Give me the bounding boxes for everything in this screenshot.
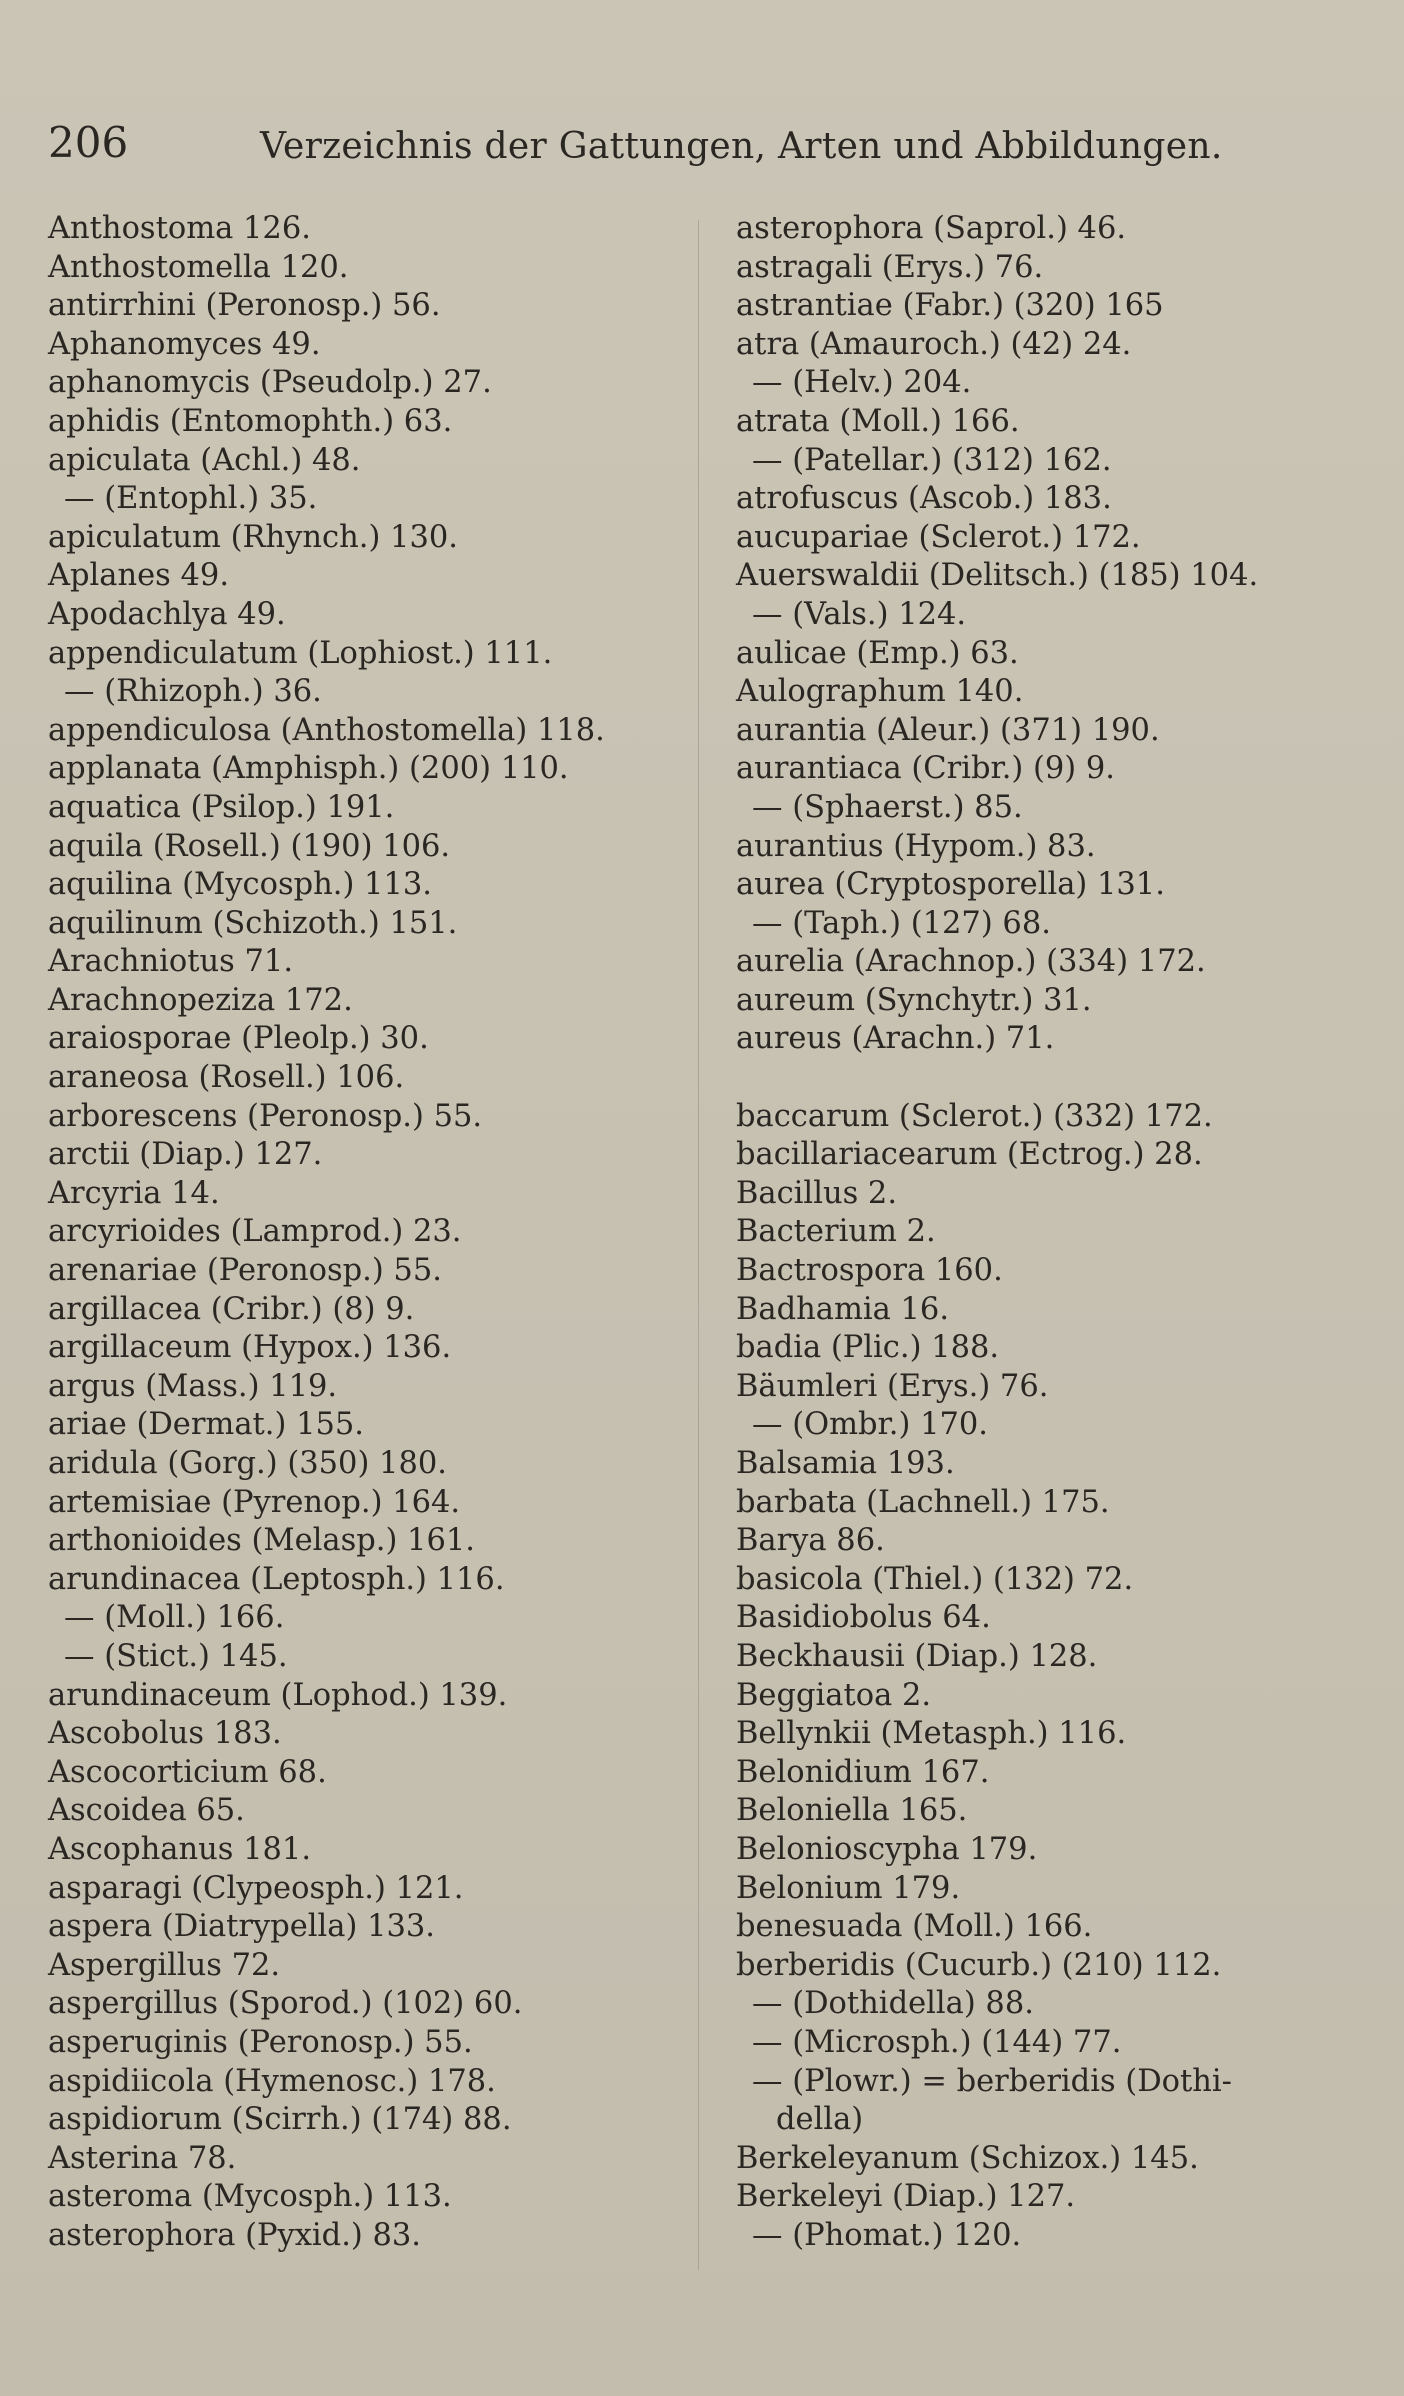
- index-entry: Ascoidea 65.: [48, 1793, 245, 1829]
- letter-section-gap: [736, 1059, 1396, 1098]
- index-entry: appendiculatum (Lophiost.) 111.: [48, 635, 553, 671]
- index-entry: Apodachlya 49.: [48, 596, 286, 632]
- index-entry: aquatica (Psilop.) 191.: [48, 789, 395, 825]
- index-entry: della): [776, 2102, 864, 2138]
- index-entry: aspidiorum (Scirrh.) (174) 88.: [48, 2102, 512, 2138]
- index-entry: aurea (Cryptosporella) 131.: [736, 867, 1165, 903]
- index-entry: astragali (Erys.) 76.: [736, 249, 1044, 285]
- index-entry: antirrhini (Peronosp.) 56.: [48, 288, 441, 324]
- index-entry: aureus (Arachn.) 71.: [736, 1021, 1055, 1057]
- index-entry: asperuginis (Peronosp.) 55.: [48, 2024, 473, 2060]
- index-entry: aphanomycis (Pseudolp.) 27.: [48, 365, 492, 401]
- index-entry: aurantius (Hypom.) 83.: [736, 828, 1096, 864]
- index-entry: basicola (Thiel.) (132) 72.: [736, 1561, 1134, 1597]
- index-entry: — (Vals.) 124.: [752, 596, 967, 632]
- index-entry: Aspergillus 72.: [48, 1947, 281, 1983]
- index-entry: artemisiae (Pyrenop.) 164.: [48, 1484, 461, 1520]
- index-entry: Beckhausii (Diap.) 128.: [736, 1638, 1098, 1674]
- index-entry: Belonidium 167.: [736, 1754, 990, 1790]
- index-entry: aphidis (Entomophth.) 63.: [48, 403, 453, 439]
- index-entry: apiculatum (Rhynch.) 130.: [48, 519, 458, 555]
- index-entry: asterophora (Saprol.) 46.: [736, 211, 1127, 246]
- index-entry: aspidiicola (Hymenosc.) 178.: [48, 2063, 496, 2099]
- index-entry: arenariae (Peronosp.) 55.: [48, 1253, 442, 1289]
- index-entry: Balsamia 193.: [736, 1446, 955, 1481]
- index-entry: aucupariae (Sclerot.) 172.: [736, 519, 1141, 555]
- index-entry: argillaceum (Hypox.) 136.: [48, 1330, 452, 1366]
- index-entry: — (Rhizoph.) 36.: [64, 674, 322, 710]
- index-entry: Anthostomella 120.: [48, 249, 349, 285]
- index-entry: arborescens (Peronosp.) 55.: [48, 1098, 483, 1134]
- column-divider: [698, 220, 699, 2270]
- index-entry: Bactrospora 160.: [736, 1253, 1003, 1289]
- index-entry: — (Moll.) 166.: [64, 1600, 285, 1636]
- index-entry: atrofuscus (Ascob.) 183.: [736, 481, 1112, 517]
- index-entry: argus (Mass.) 119.: [48, 1368, 338, 1404]
- index-entry: Beloniella 165.: [736, 1793, 968, 1829]
- index-entry: aureum (Synchytr.) 31.: [736, 982, 1092, 1018]
- running-title: Verzeichnis der Gattungen, Arten und Abbildungen.: [260, 126, 1223, 167]
- index-column-left: [48, 210, 708, 2255]
- index-entry: arthonioides (Melasp.) 161.: [48, 1523, 475, 1559]
- page-header: [48, 118, 1344, 168]
- index-entry: Asterina 78.: [48, 2140, 237, 2176]
- index-entry: — (Patellar.) (312) 162.: [752, 442, 1112, 478]
- index-entry: — (Plowr.) = berberidis (Dothi-: [752, 2063, 1232, 2099]
- index-entry: aquila (Rosell.) (190) 106.: [48, 828, 451, 864]
- index-entry: barbata (Lachnell.) 175.: [736, 1484, 1110, 1520]
- index-entry: arundinaceum (Lophod.) 139.: [48, 1677, 508, 1713]
- index-entry: appendiculosa (Anthostomella) 118.: [48, 712, 605, 748]
- index-entry: Bacterium 2.: [736, 1214, 936, 1250]
- index-entry: aridula (Gorg.) (350) 180.: [48, 1446, 447, 1481]
- index-entry: aspera (Diatrypella) 133.: [48, 1909, 435, 1945]
- index-entry: Badhamia 16.: [736, 1291, 950, 1327]
- index-entry: — (Microsph.) (144) 77.: [752, 2024, 1122, 2060]
- index-entry: asteroma (Mycosph.) 113.: [48, 2179, 452, 2215]
- index-entry: — (Dothidella) 88.: [752, 1986, 1034, 2022]
- index-entry: — (Sphaerst.) 85.: [752, 789, 1023, 825]
- index-entry: — (Phomat.) 120.: [752, 2217, 1022, 2253]
- index-entry: aurelia (Arachnop.) (334) 172.: [736, 944, 1206, 980]
- index-entry: Beggiatoa 2.: [736, 1677, 932, 1713]
- index-entry: atrata (Moll.) 166.: [736, 403, 1020, 439]
- index-entry: Aplanes 49.: [48, 558, 230, 594]
- index-entry: baccarum (Sclerot.) (332) 172.: [736, 1098, 1213, 1134]
- index-entry: Belonioscypha 179.: [736, 1831, 1038, 1867]
- index-entry: Berkeleyi (Diap.) 127.: [736, 2179, 1076, 2215]
- index-entry: bacillariacearum (Ectrog.) 28.: [736, 1137, 1203, 1173]
- index-entry: astrantiae (Fabr.) (320) 165: [736, 288, 1164, 324]
- index-entry: Ascophanus 181.: [48, 1831, 312, 1867]
- index-entry: Bacillus 2.: [736, 1175, 898, 1211]
- index-entry: araneosa (Rosell.) 106.: [48, 1060, 405, 1096]
- index-entry: argillacea (Cribr.) (8) 9.: [48, 1291, 415, 1327]
- index-entry: aulicae (Emp.) 63.: [736, 635, 1019, 671]
- index-entry: Anthostoma 126.: [48, 211, 311, 246]
- index-entry: — (Helv.) 204.: [752, 365, 972, 401]
- index-entry: Belonium 179.: [736, 1870, 961, 1906]
- index-entry: Aulographum 140.: [736, 674, 1024, 710]
- index-entry: — (Taph.) (127) 68.: [752, 905, 1051, 941]
- index-entry: asterophora (Pyxid.) 83.: [48, 2217, 421, 2253]
- index-entry: araiosporae (Pleolp.) 30.: [48, 1021, 429, 1057]
- index-entry: aquilinum (Schizoth.) 151.: [48, 905, 458, 941]
- index-entry: arundinacea (Leptosph.) 116.: [48, 1561, 505, 1597]
- index-entry: apiculata (Achl.) 48.: [48, 442, 361, 478]
- index-entry: — (Entophl.) 35.: [64, 481, 318, 517]
- index-entry: badia (Plic.) 188.: [736, 1330, 1000, 1366]
- page-number: 206: [48, 118, 129, 167]
- index-entry: Arcyria 14.: [48, 1175, 220, 1211]
- index-entry: Ascocorticium 68.: [48, 1754, 327, 1790]
- index-entry: benesuada (Moll.) 166.: [736, 1909, 1093, 1945]
- index-entry: Basidiobolus 64.: [736, 1600, 991, 1636]
- index-entry: Arachniotus 71.: [48, 944, 294, 980]
- index-entry: Bäumleri (Erys.) 76.: [736, 1368, 1049, 1404]
- index-entry: applanata (Amphisph.) (200) 110.: [48, 751, 569, 787]
- index-entry: ariae (Dermat.) 155.: [48, 1407, 364, 1443]
- index-column-right: [736, 210, 1396, 2255]
- index-entry: Berkeleyanum (Schizox.) 145.: [736, 2140, 1199, 2176]
- index-entry: arcyrioides (Lamprod.) 23.: [48, 1214, 462, 1250]
- index-entry: aurantia (Aleur.) (371) 190.: [736, 712, 1160, 748]
- index-entry: asparagi (Clypeosph.) 121.: [48, 1870, 464, 1906]
- index-entry: aurantiaca (Cribr.) (9) 9.: [736, 751, 1116, 787]
- index-entry: Aphanomyces 49.: [48, 326, 321, 362]
- index-entry: Barya 86.: [736, 1523, 885, 1559]
- index-entry: — (Stict.) 145.: [64, 1638, 288, 1674]
- index-entry: atra (Amauroch.) (42) 24.: [736, 326, 1132, 362]
- index-entry: — (Ombr.) 170.: [752, 1407, 988, 1443]
- index-entry: aquilina (Mycosph.) 113.: [48, 867, 432, 903]
- index-entry: arctii (Diap.) 127.: [48, 1137, 323, 1173]
- index-entry: Bellynkii (Metasph.) 116.: [736, 1716, 1127, 1752]
- index-entry: Arachnopeziza 172.: [48, 982, 353, 1018]
- index-entry: aspergillus (Sporod.) (102) 60.: [48, 1986, 523, 2022]
- index-entry: berberidis (Cucurb.) (210) 112.: [736, 1947, 1222, 1983]
- index-entry: Ascobolus 183.: [48, 1716, 282, 1752]
- index-entry: Auerswaldii (Delitsch.) (185) 104.: [736, 558, 1259, 594]
